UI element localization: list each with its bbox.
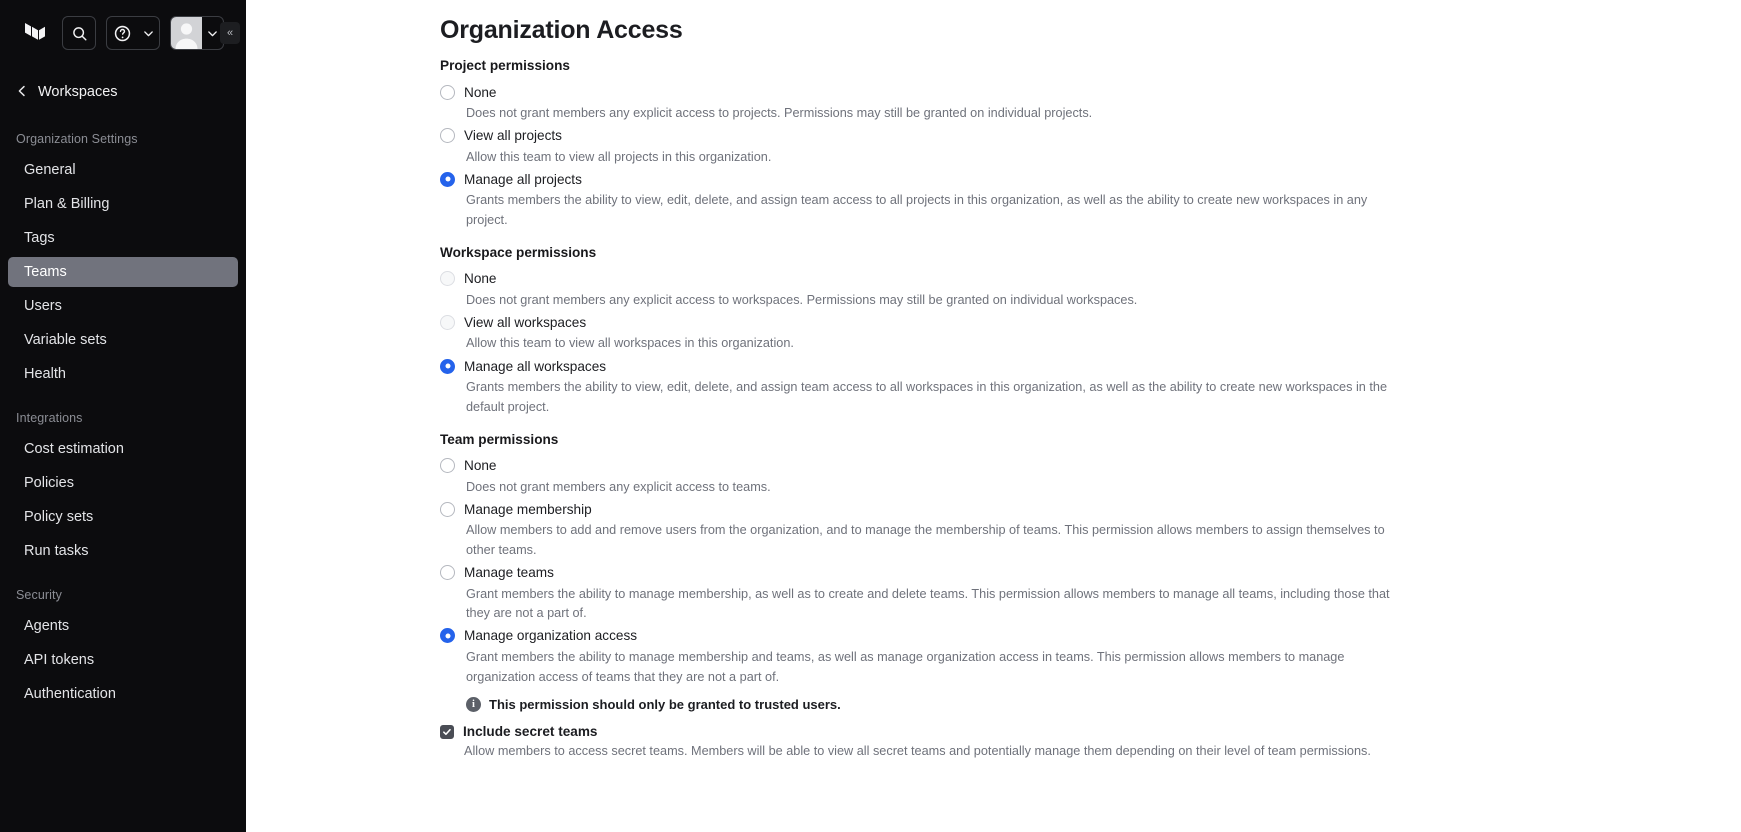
help-circle-icon xyxy=(107,17,138,49)
option-description: Does not grant members any explicit access to teams. xyxy=(466,479,771,494)
option-label: None xyxy=(464,458,497,473)
avatar xyxy=(171,17,202,49)
option-description: Grants members the ability to view, edit, delete, and assign team access to all workspaces in this organization, as well as the ability to create new workspaces in the default project. xyxy=(466,380,1388,414)
nav-group-security xyxy=(0,588,246,709)
section-workspace-permissions xyxy=(440,245,1701,418)
nav-heading-organization-settings: Organization Settings xyxy=(16,132,138,146)
option-label: Manage organization access xyxy=(464,628,638,644)
collapse-sidebar-button[interactable]: « xyxy=(220,22,240,44)
sidebar-item-teams[interactable]: Teams xyxy=(8,257,238,287)
page-title: Organization Access xyxy=(440,16,683,44)
radio-team-none[interactable] xyxy=(440,458,455,473)
sidebar-item-users[interactable]: Users xyxy=(24,298,62,314)
user-menu-button[interactable] xyxy=(170,16,224,50)
terraform-logo-icon[interactable] xyxy=(12,13,52,53)
option-project-view-all xyxy=(440,126,1701,168)
radio-workspace-none xyxy=(440,271,455,286)
section-team-permissions xyxy=(440,432,1701,763)
notice-text: This permission should only be granted to trusted users. xyxy=(489,697,841,713)
sidebar-item-variable-sets[interactable]: Variable sets xyxy=(24,332,107,348)
option-description: Allow this team to view all projects in this organization. xyxy=(466,149,772,164)
sidebar-nav xyxy=(0,132,246,709)
option-label: Manage membership xyxy=(464,501,592,517)
sidebar-item-authentication[interactable]: Authentication xyxy=(24,686,116,702)
nav-heading-security: Security xyxy=(16,588,62,602)
option-description: Grant members the ability to manage membership, as well as to create and delete teams. This permission allows members to manage all teams, including those that they are not a part of. xyxy=(466,586,1390,621)
include-secret-teams-description: Allow members to access secret teams. Members will be able to view all secret teams and potentially manage them depending on their level of team permissions. xyxy=(464,744,1371,759)
section-title-project-permissions: Project permissions xyxy=(440,58,570,73)
radio-workspace-view-all xyxy=(440,315,455,330)
option-team-manage-org-access xyxy=(440,626,1701,712)
option-workspace-none xyxy=(440,269,1701,311)
help-menu-button[interactable] xyxy=(106,16,160,50)
trusted-users-notice xyxy=(466,697,1701,712)
radio-project-view-all[interactable] xyxy=(440,128,455,143)
option-label: Manage teams xyxy=(464,565,554,581)
option-description: Grant members the ability to manage membership and teams, as well as manage organization access in teams. This permission allows members to manage organization access of teams that they are not a part of. xyxy=(466,649,1345,684)
option-label: Manage all projects xyxy=(464,171,582,187)
option-label: View all projects xyxy=(464,128,562,144)
sidebar-item-general[interactable]: General xyxy=(24,162,76,178)
section-title-workspace-permissions: Workspace permissions xyxy=(440,244,597,260)
sidebar-item-agents[interactable]: Agents xyxy=(24,618,70,634)
include-secret-teams-label: Include secret teams xyxy=(463,724,598,740)
section-title-team-permissions: Team permissions xyxy=(440,431,559,447)
search-button[interactable] xyxy=(62,16,96,50)
option-label: Manage all workspaces xyxy=(464,358,607,374)
back-to-workspaces-link[interactable] xyxy=(0,74,246,110)
radio-team-manage-org-access[interactable] xyxy=(440,628,455,643)
sidebar-item-cost-estimation[interactable]: Cost estimation xyxy=(24,441,124,457)
chevron-left-icon xyxy=(16,85,28,100)
radio-workspace-manage-all[interactable] xyxy=(440,359,455,374)
check-icon xyxy=(442,727,452,737)
option-team-manage-teams xyxy=(440,563,1701,624)
option-description: Grants members the ability to view, edit, delete, and assign team access to all projects in this organization, as well as the ability to create new workspaces in any project. xyxy=(466,193,1368,228)
option-workspace-view-all xyxy=(440,312,1701,354)
nav-group-integrations xyxy=(0,411,246,566)
option-project-manage-all xyxy=(440,169,1701,230)
sidebar-item-tags[interactable]: Tags xyxy=(24,230,55,246)
sidebar-item-plan-billing[interactable]: Plan & Billing xyxy=(24,196,110,212)
radio-project-none[interactable] xyxy=(440,85,455,100)
radio-team-manage-membership[interactable] xyxy=(440,502,455,517)
option-project-none xyxy=(440,82,1701,124)
main-content xyxy=(246,0,1741,832)
info-icon: i xyxy=(466,697,481,712)
radio-project-manage-all[interactable] xyxy=(440,172,455,187)
checkbox-include-secret-teams[interactable] xyxy=(440,725,454,739)
option-label: None xyxy=(464,84,497,100)
option-label: View all workspaces xyxy=(464,314,587,330)
option-team-manage-membership xyxy=(440,499,1701,560)
option-label: None xyxy=(464,271,497,287)
option-team-none xyxy=(440,456,1701,498)
include-secret-teams-row[interactable] xyxy=(440,724,1701,739)
sidebar xyxy=(0,0,246,832)
option-workspace-manage-all xyxy=(440,356,1701,417)
back-link-label: Workspaces xyxy=(38,84,118,100)
sidebar-toolbar xyxy=(0,0,246,66)
sidebar-item-policy-sets[interactable]: Policy sets xyxy=(24,509,94,525)
search-icon xyxy=(71,25,88,42)
sidebar-item-policies[interactable]: Policies xyxy=(24,475,74,491)
sidebar-item-api-tokens[interactable]: API tokens xyxy=(24,652,95,668)
sidebar-item-run-tasks[interactable]: Run tasks xyxy=(24,543,89,559)
sidebar-item-health[interactable]: Health xyxy=(24,366,66,382)
option-description: Does not grant members any explicit access to projects. Permissions may still be granted on individual projects. xyxy=(466,106,1093,120)
chevron-down-icon xyxy=(138,17,159,49)
nav-group-organization-settings xyxy=(0,132,246,389)
section-project-permissions xyxy=(440,58,1701,231)
option-description: Allow members to add and remove users from the organization, and to manage the membership of teams. This permission allows members to assign themselves to other teams. xyxy=(466,523,1385,557)
option-description: Allow this team to view all workspaces in this organization. xyxy=(466,336,794,351)
radio-team-manage-teams[interactable] xyxy=(440,565,455,580)
option-description: Does not grant members any explicit access to workspaces. Permissions may still be granted on individual workspaces. xyxy=(466,292,1138,307)
nav-heading-integrations: Integrations xyxy=(16,411,83,425)
